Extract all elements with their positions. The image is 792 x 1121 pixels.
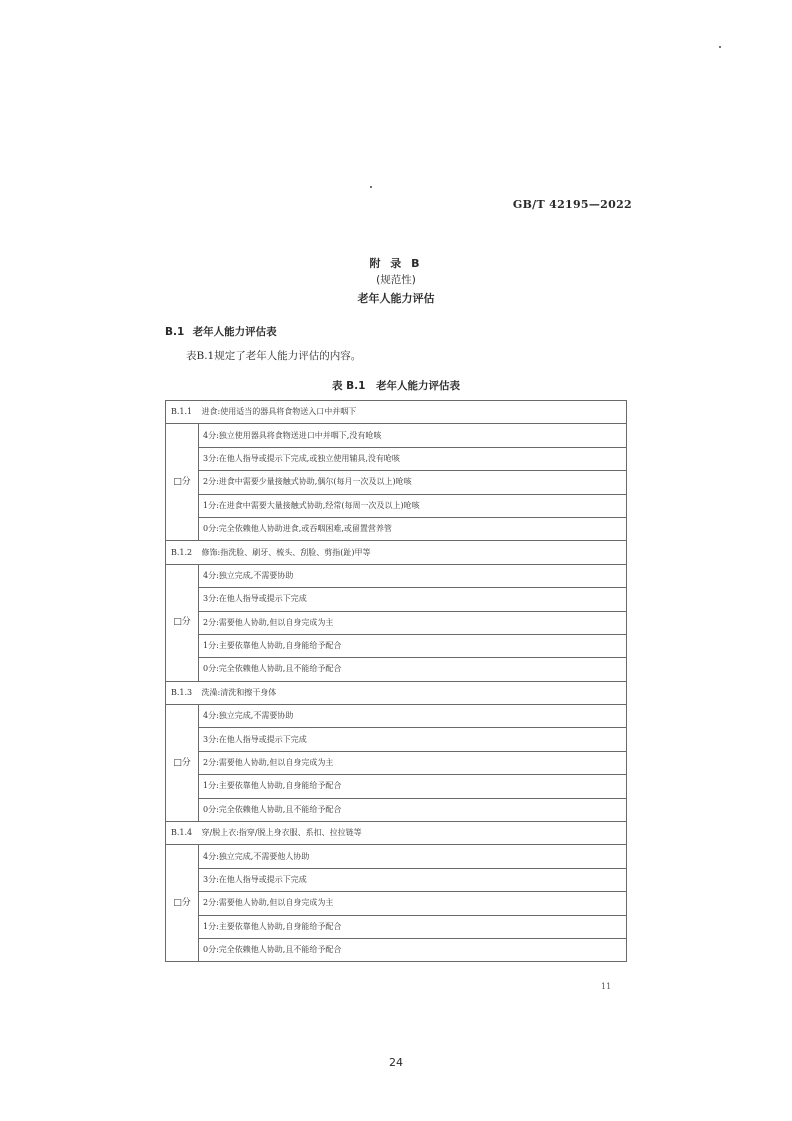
item-header-cell: [166, 401, 627, 424]
option-row: [166, 751, 627, 774]
option-row: [166, 588, 627, 611]
section-title: 老年人能力评估表: [192, 326, 277, 338]
option-row: [166, 798, 627, 821]
option-row: [166, 775, 627, 798]
table-item-row: [166, 401, 627, 424]
score-option: 3分:在他人指导或提示下完成: [199, 868, 627, 891]
option-row: [166, 868, 627, 891]
annex-type: (规范性): [376, 274, 416, 286]
score-option: 3分:在他人指导或提示下完成: [199, 728, 627, 751]
assessment-table: [165, 400, 627, 962]
annex-name: 老年人能力评估: [357, 292, 435, 305]
option-row: [166, 938, 627, 961]
table-caption: 表 B.1 老年人能力评估表: [332, 380, 460, 392]
page-number: 24: [389, 1056, 403, 1069]
item-label: 进食:使用适当的器具将食物送入口中并咽下: [201, 407, 357, 417]
option-row: [166, 658, 627, 681]
score-option: 3分:在他人指导或提示下完成,或独立使用辅具,没有呛咳: [199, 447, 627, 470]
annex-title: 附 录 B: [369, 257, 423, 270]
option-row: [166, 494, 627, 517]
option-row: [166, 892, 627, 915]
score-option: 0分:完全依赖他人协助进食,或吞咽困难,或留置营养管: [199, 517, 627, 540]
item-header-cell: [166, 541, 627, 564]
score-option: 4分:独立完成,不需要协助: [199, 564, 627, 587]
option-row: [166, 845, 627, 868]
score-option: 4分:独立完成,不需要他人协助: [199, 845, 627, 868]
item-header-cell: [166, 681, 627, 704]
option-row: [166, 728, 627, 751]
item-label: 穿/脱上衣:指穿/脱上身衣服、系扣、拉拉链等: [201, 828, 362, 838]
section-heading: [165, 324, 277, 339]
score-option: 3分:在他人指导或提示下完成: [199, 588, 627, 611]
score-option: 2分:进食中需要少量接触式协助,偶尔(每月一次及以上)呛咳: [199, 471, 627, 494]
score-option: 1分:在进食中需要大量接触式协助,经常(每周一次及以上)呛咳: [199, 494, 627, 517]
option-row: [166, 424, 627, 447]
score-checkbox[interactable]: □分: [166, 845, 199, 962]
score-option: 4分:独立使用器具将食物送进口中并咽下,没有呛咳: [199, 424, 627, 447]
score-checkbox[interactable]: □分: [166, 424, 199, 541]
score-option: 0分:完全依赖他人协助,且不能给予配合: [199, 798, 627, 821]
item-label: 修饰:指洗脸、刷牙、梳头、刮脸、剪指(趾)甲等: [201, 547, 371, 557]
item-header-cell: [166, 822, 627, 845]
score-checkbox[interactable]: □分: [166, 564, 199, 681]
option-row: [166, 517, 627, 540]
item-id: B.1.1: [171, 407, 193, 417]
score-option: 0分:完全依赖他人协助,且不能给予配合: [199, 658, 627, 681]
option-row: [166, 447, 627, 470]
intro-paragraph: 表B.1规定了老年人能力评估的内容。: [186, 350, 362, 362]
score-option: 2分:需要他人协助,但以自身完成为主: [199, 892, 627, 915]
scan-speck: [719, 46, 721, 48]
score-option: 1分:主要依靠他人协助,自身能给予配合: [199, 634, 627, 657]
item-label: 洗澡:清洗和擦干身体: [201, 687, 277, 697]
option-row: [166, 611, 627, 634]
score-option: 2分:需要他人协助,但以自身完成为主: [199, 611, 627, 634]
option-row: [166, 471, 627, 494]
option-row: [166, 634, 627, 657]
scan-speck: [370, 186, 372, 188]
score-option: 2分:需要他人协助,但以自身完成为主: [199, 751, 627, 774]
option-row: [166, 915, 627, 938]
page-folio: 11: [601, 982, 612, 991]
option-row: [166, 564, 627, 587]
item-id: B.1.2: [171, 547, 193, 557]
standard-code: GB/T 42195—2022: [512, 198, 632, 211]
table-item-row: [166, 681, 627, 704]
score-option: 0分:完全依赖他人协助,且不能给予配合: [199, 938, 627, 961]
score-option: 1分:主要依靠他人协助,自身能给予配合: [199, 915, 627, 938]
item-id: B.1.4: [171, 828, 193, 838]
score-option: 4分:独立完成,不需要协助: [199, 705, 627, 728]
table-item-row: [166, 541, 627, 564]
score-checkbox[interactable]: □分: [166, 705, 199, 822]
section-number: B.1: [165, 326, 185, 338]
item-id: B.1.3: [171, 687, 193, 697]
table-item-row: [166, 822, 627, 845]
score-option: 1分:主要依靠他人协助,自身能给予配合: [199, 775, 627, 798]
option-row: [166, 705, 627, 728]
